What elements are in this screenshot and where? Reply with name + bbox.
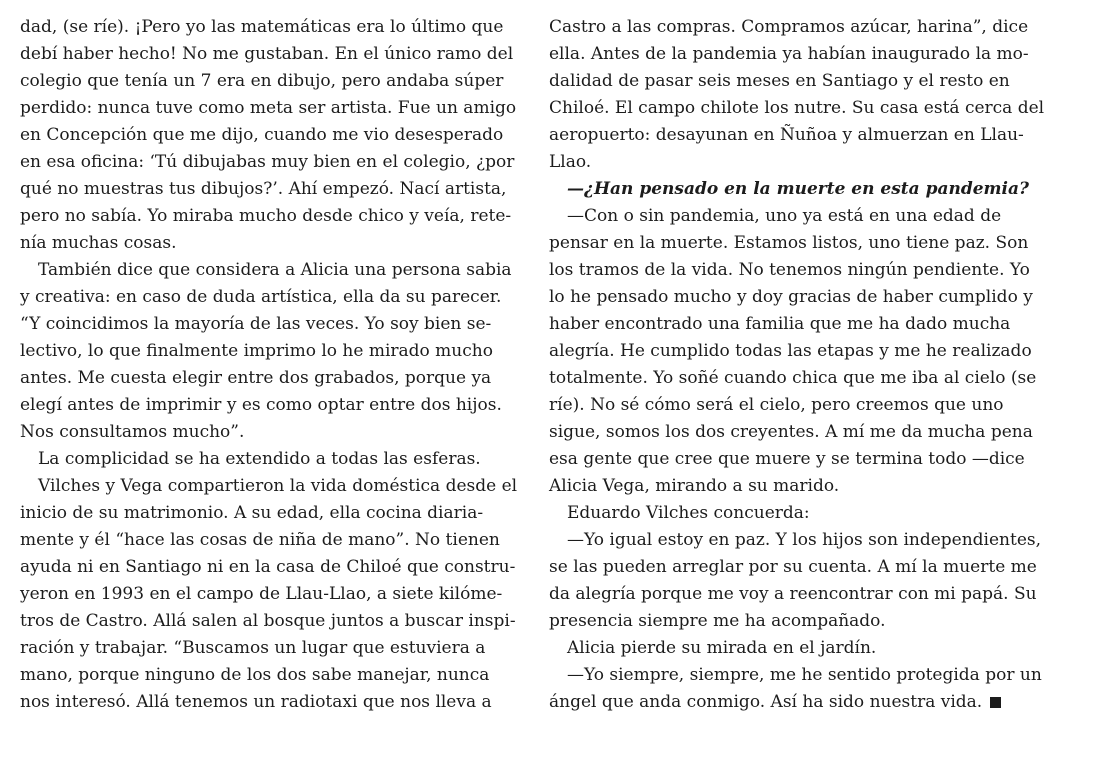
text-line: Llao. <box>549 152 592 172</box>
text-line: haber encontrado una familia que me ha dado mucha <box>549 314 1011 334</box>
text-line: Vilches y Vega compartieron la vida doméstica desde el <box>38 476 518 496</box>
text-line: totalmente. Yo soñé cuando chica que me iba al cielo (se <box>549 368 1037 388</box>
text-line: Nos consultamos mucho”. <box>20 422 245 442</box>
text-line: se las pueden arreglar por su cuenta. A mí la muerte me <box>549 557 1037 577</box>
interview-question: —¿Han pensado en la muerte en esta pandemia? <box>567 179 1029 199</box>
text-line: ríe). No sé cómo será el cielo, pero creemos que uno <box>549 395 1004 415</box>
text-line: inicio de su matrimonio. A su edad, ella cocina diaria- <box>20 503 484 523</box>
text-line: esa gente que cree que muere y se termina todo —dice <box>549 449 1025 469</box>
text-line: Alicia pierde su mirada en el jardín. <box>567 638 877 658</box>
text-line: lo he pensado mucho y doy gracias de haber cumplido y <box>549 287 1033 307</box>
text-line: También dice que considera a Alicia una persona sabia <box>38 260 512 280</box>
text-line: Eduardo Vilches concuerda: <box>567 503 810 523</box>
text-line: dad, (se ríe). ¡Pero yo las matemáticas era lo último que <box>20 17 504 37</box>
last-line <box>549 689 1054 716</box>
text-line: en esa oficina: ‘Tú dibujabas muy bien en el colegio, ¿por <box>20 152 515 172</box>
text-line: lectivo, lo que finalmente imprimo lo he mirado mucho <box>20 341 493 361</box>
end-of-article-square-icon <box>990 697 1001 708</box>
right-column <box>549 14 1054 716</box>
text-line: pensar en la muerte. Estamos listos, uno tiene paz. Son <box>549 233 1029 253</box>
text-line: ángel que anda conmigo. Así ha sido nuestra vida. <box>549 692 983 712</box>
text-line: en Concepción que me dijo, cuando me vio desesperado <box>20 125 504 145</box>
left-column <box>20 14 525 716</box>
text-line: nos interesó. Allá tenemos un radiotaxi que nos lleva a <box>20 692 492 712</box>
text-line: da alegría porque me voy a reencontrar con mi papá. Su <box>549 584 1037 604</box>
text-line: Chiloé. El campo chilote los nutre. Su casa está cerca del <box>549 98 1045 118</box>
text-line: nía muchas cosas. <box>20 233 177 253</box>
text-line: ayuda ni en Santiago ni en la casa de Chiloé que constru- <box>20 557 516 577</box>
text-line: yeron en 1993 en el campo de Llau-Llao, a siete kilóme- <box>20 584 503 604</box>
text-line: los tramos de la vida. No tenemos ningún pendiente. Yo <box>549 260 1030 280</box>
text-line: La complicidad se ha extendido a todas las esferas. <box>38 449 481 469</box>
text-line: Castro a las compras. Compramos azúcar, harina”, dice <box>549 17 1029 37</box>
text-line: dalidad de pasar seis meses en Santiago y el resto en <box>549 71 1010 91</box>
text-line: colegio que tenía un 7 era en dibujo, pero andaba súper <box>20 71 504 91</box>
text-line: —Yo siempre, siempre, me he sentido protegida por un <box>567 665 1042 685</box>
text-line: perdido: nunca tuve como meta ser artista. Fue un amigo <box>20 98 517 118</box>
text-line: mano, porque ninguno de los dos sabe manejar, nunca <box>20 665 490 685</box>
text-line: —Yo igual estoy en paz. Y los hijos son independientes, <box>567 530 1042 550</box>
text-line: antes. Me cuesta elegir entre dos grabados, porque ya <box>20 368 492 388</box>
text-line: presencia siempre me ha acompañado. <box>549 611 886 631</box>
text-line: qué no muestras tus dibujos?’. Ahí empezó. Nací artista, <box>20 179 507 199</box>
text-line: debí haber hecho! No me gustaban. En el único ramo del <box>20 44 514 64</box>
text-line: sigue, somos los dos creyentes. A mí me da mucha pena <box>549 422 1033 442</box>
text-line: —Con o sin pandemia, uno ya está en una edad de <box>567 206 1002 226</box>
text-line: alegría. He cumplido todas las etapas y me he realizado <box>549 341 1032 361</box>
text-line: mente y él “hace las cosas de niña de mano”. No tienen <box>20 530 500 550</box>
text-line: aeropuerto: desayunan en Ñuñoa y almuerzan en Llau- <box>549 125 1024 145</box>
text-line: pero no sabía. Yo miraba mucho desde chico y veía, rete- <box>20 206 512 226</box>
text-line: ella. Antes de la pandemia ya habían inaugurado la mo- <box>549 44 1029 64</box>
text-line: y creativa: en caso de duda artística, ella da su parecer. <box>20 287 502 307</box>
text-line: Alicia Vega, mirando a su marido. <box>549 476 840 496</box>
text-line: elegí antes de imprimir y es como optar entre dos hijos. <box>20 395 502 415</box>
text-line: ración y trabajar. “Buscamos un lugar que estuviera a <box>20 638 486 658</box>
text-line: “Y coincidimos la mayoría de las veces. Yo soy bien se- <box>20 314 492 334</box>
text-line: tros de Castro. Allá salen al bosque juntos a buscar inspi- <box>20 611 516 631</box>
